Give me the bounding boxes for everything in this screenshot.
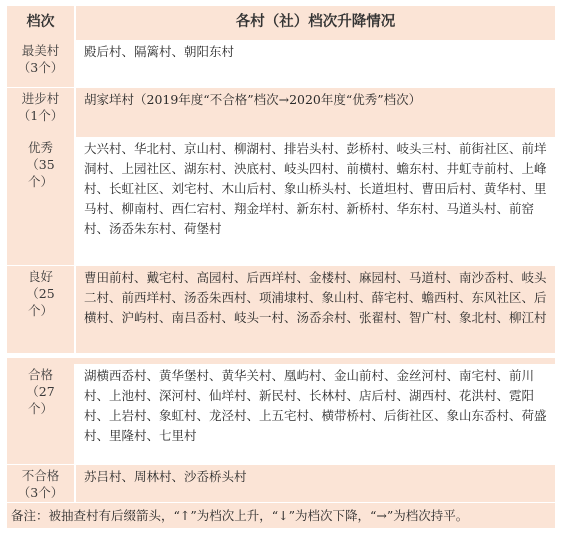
row-good (7, 265, 555, 353)
row-content-fail: 苏吕村、周林村、沙岙桥头村 (84, 469, 247, 484)
row-content-progress: 胡家垟村（2019年度“不合格”档次→2020年度“优秀”档次） (84, 92, 422, 107)
header-title: 各村（社）档次升降情况 (235, 14, 396, 30)
row-label-pass: 合格 （27 个） (7, 364, 76, 464)
row-content-pass: 湖横西岙村、黄华堡村、黄华关村、凰屿村、金山前村、金丝河村、南宅村、前川村、上池村、深河村、仙垟村、新民村、长林村、店后村、湖西村、花洪村、霓阳村、上岩村、象虹村、龙泾村、上五宅村、横带桥村、后街社区、象山东岙村、荷盛村、里隆村、七里村 (84, 368, 547, 443)
row-content-excellent: 大兴村、华北村、京山村、柳湖村、排岩头村、彭桥村、岐头三村、前街社区、前垟洞村、上园社区、湖东村、泱底村、岐头四村、前横村、蟾东村、井虹寺前村、上峰村、长虹社区、刘宅村、木山后村、象山桥头村、长道坦村、曹田后村、黄华村、里马村、柳南村、西仁宕村、翔金垟村、新东村、新桥村、华东村、马道头村、前窑村、汤岙朱东村、荷堡村 (84, 141, 547, 236)
header-grade-label: 档次 (7, 6, 76, 40)
row-content-good: 曹田前村、戴宅村、高园村、后西垟村、金楼村、麻园村、马道村、南沙岙村、岐头二村、前西垟村、汤岙朱西村、项浦埭村、象山村、薛宅村、蟾西村、东风社区、后横村、沪屿村、南吕岙村、岐头一村、汤岙余村、张翟村、智广村、象北村、柳江村 (84, 270, 547, 325)
row-label-excellent: 优秀 （35 个） (7, 137, 76, 265)
row-fail (7, 464, 555, 502)
row-label-good: 良好 （25 个） (7, 266, 76, 353)
table-header (7, 6, 555, 40)
row-content-most-beautiful: 殿后村、隔篱村、朝阳东村 (84, 44, 235, 59)
row-label-progress: 进步村 （1个） (7, 88, 76, 137)
row-most-beautiful (7, 40, 555, 87)
row-label-most-beautiful: 最美村 （3个） (7, 40, 76, 87)
village-grade-table (7, 6, 555, 528)
row-label-fail: 不合格 （3个） (7, 465, 76, 502)
table-footnote: 备注：被抽查村有后缀箭头，“↑”为档次上升，“↓”为档次下降，“→”为档次持平。 (7, 502, 555, 528)
row-pass (7, 358, 555, 464)
row-progress (7, 87, 555, 137)
row-excellent (7, 137, 555, 265)
